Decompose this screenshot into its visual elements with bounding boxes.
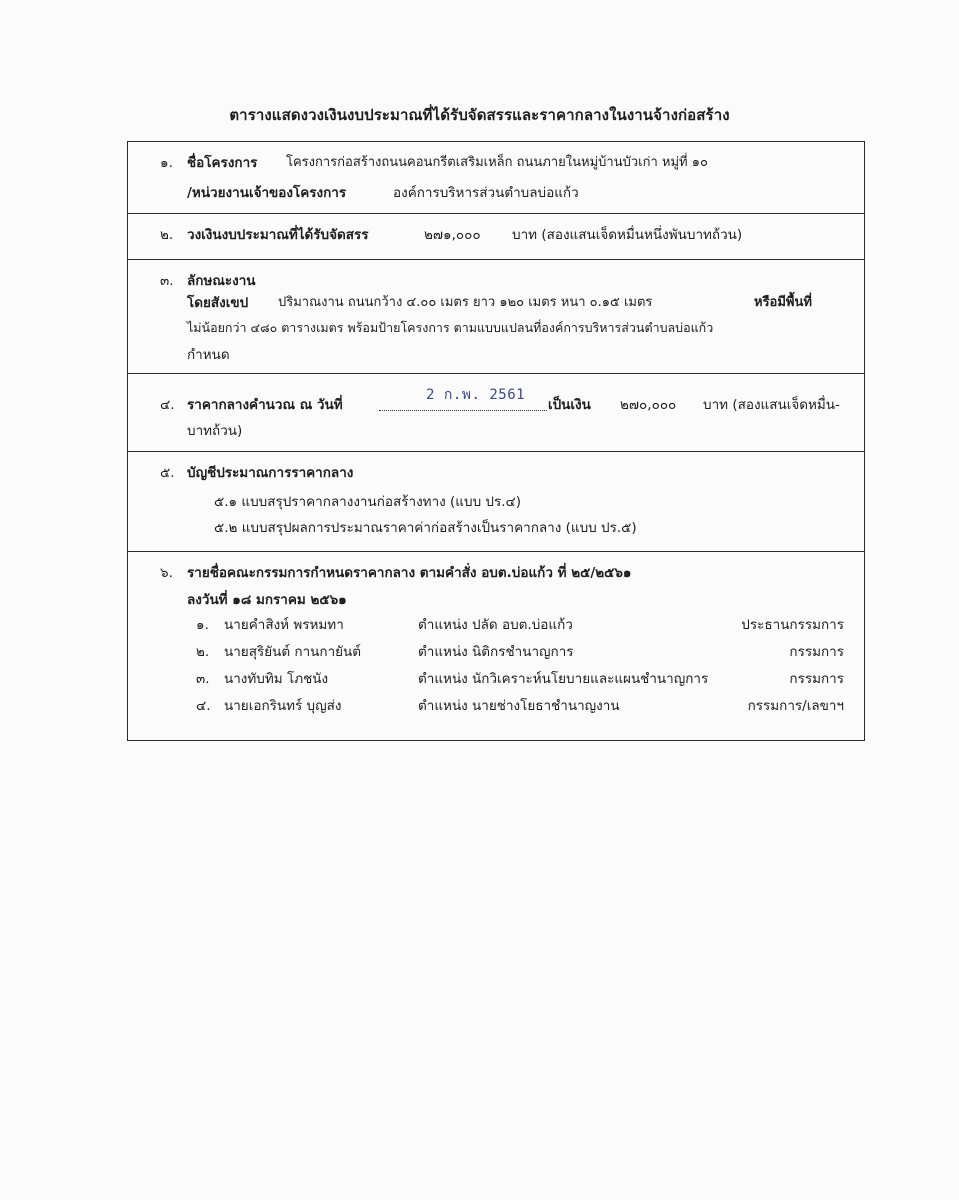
section-3-line-1: ปริมาณงาน ถนนกว้าง ๔.๐๐ เมตร ยาว ๑๒๐ เมตร หนา ๐.๑๕ เมตร [278,295,653,310]
section-4-reference-price [127,373,865,451]
section-2-label: วงเงินงบประมาณที่ได้รับจัดสรร [187,227,369,243]
section-1-label: ชื่อโครงการ [187,155,258,171]
section-4-unit: บาท (สองแสนเจ็ดหมื่น- [703,397,840,413]
section-4-amount-label: เป็นเงิน [548,397,591,413]
member-3-position: ตำแหน่ง นักวิเคราะห์นโยบายและแผนชำนาญการ [418,671,709,687]
section-3-line-1-bold: หรือมีพื้นที่ [754,295,812,310]
section-3-line-2: ไม่น้อยกว่า ๔๘๐ ตารางเมตร พร้อมป้ายโครงการ ตามแบบแปลนที่องค์การบริหารส่วนตำบลบ่อแก้ว [187,320,714,335]
section-5-item-1: ๕.๑ แบบสรุปราคากลางงานก่อสร้างทาง (แบบ ปร.๔) [214,494,522,510]
section-2-number: ๒. [160,227,174,243]
section-2-budget [127,213,865,259]
section-5-price-estimate-list [127,451,865,551]
section-4-amount: ๒๗๐,๐๐๐ [620,397,677,413]
member-1-name: นายคำสิงห์ พรหมทา [224,617,344,633]
section-4-line-2: บาทถ้วน) [187,423,243,439]
section-2-unit: บาท (สองแสนเจ็ดหมื่นหนึ่งพันบาทถ้วน) [512,227,743,243]
section-2-amount: ๒๗๑,๐๐๐ [424,227,481,243]
member-4-name: นายเอกรินทร์ บุญส่ง [224,698,342,714]
section-4-number: ๔. [160,397,175,413]
section-6-date: ลงวันที่ ๑๘ มกราคม ๒๕๖๑ [187,592,347,608]
document-title: ตารางแสดงวงเงินงบประมาณที่ได้รับจัดสรรและราคากลางในงานจ้างก่อสร้าง [229,106,730,124]
section-6-number: ๖. [160,565,173,581]
member-4-role: กรรมการ/เลขาฯ [747,698,844,714]
section-1-project-name [127,141,865,213]
section-5-label: บัญชีประมาณการราคากลาง [187,465,354,481]
member-1-role: ประธานกรรมการ [741,617,844,633]
section-3-line-3: กำหนด [187,347,230,363]
member-3-role: กรรมการ [789,671,844,687]
section-3-number: ๓. [160,273,174,289]
section-6-committee [127,551,865,741]
member-2-name: นายสุริยันต์ กานกายันต์ [224,644,362,660]
section-4-label: ราคากลางคำนวณ ณ วันที่ [187,397,343,413]
member-1-number: ๑. [196,617,209,633]
section-1-value: โครงการก่อสร้างถนนคอนกรีตเสริมเหล็ก ถนนภายในหมู่บ้านบัวเก่า หมู่ที่ ๑๐ [286,155,708,170]
section-1-number: ๑. [160,155,173,171]
member-4-position: ตำแหน่ง นายช่างโยธาชำนาญงาน [418,698,620,714]
section-3-work-description [127,259,865,373]
member-3-number: ๓. [196,671,210,687]
member-2-position: ตำแหน่ง นิติกรชำนาญการ [418,644,574,660]
section-5-number: ๕. [160,465,175,481]
section-1-owner-label: /หน่วยงานเจ้าของโครงการ [187,185,347,201]
member-4-number: ๔. [196,698,211,714]
section-3-label: ลักษณะงาน [187,273,256,289]
member-3-name: นางทับทิม โภชนัง [224,671,329,687]
section-3-sub-label: โดยสังเขป [187,295,249,311]
section-5-item-2: ๕.๒ แบบสรุปผลการประมาณราคาค่าก่อสร้างเป็นราคากลาง (แบบ ปร.๕) [214,520,637,536]
section-6-label: รายชื่อคณะกรรมการกำหนดราคากลาง ตามคำสั่ง อบต.บ่อแก้ว ที่ ๒๕/๒๕๖๑ [187,565,632,581]
member-2-role: กรรมการ [789,644,844,660]
member-2-number: ๒. [196,644,210,660]
section-1-owner-value: องค์การบริหารส่วนตำบลบ่อแก้ว [393,185,579,201]
section-4-date-stamp: 2 ก.พ. 2561 [426,387,526,403]
member-1-position: ตำแหน่ง ปลัด อบต.บ่อแก้ว [418,617,573,633]
section-4-date-dotted-line [379,410,547,411]
